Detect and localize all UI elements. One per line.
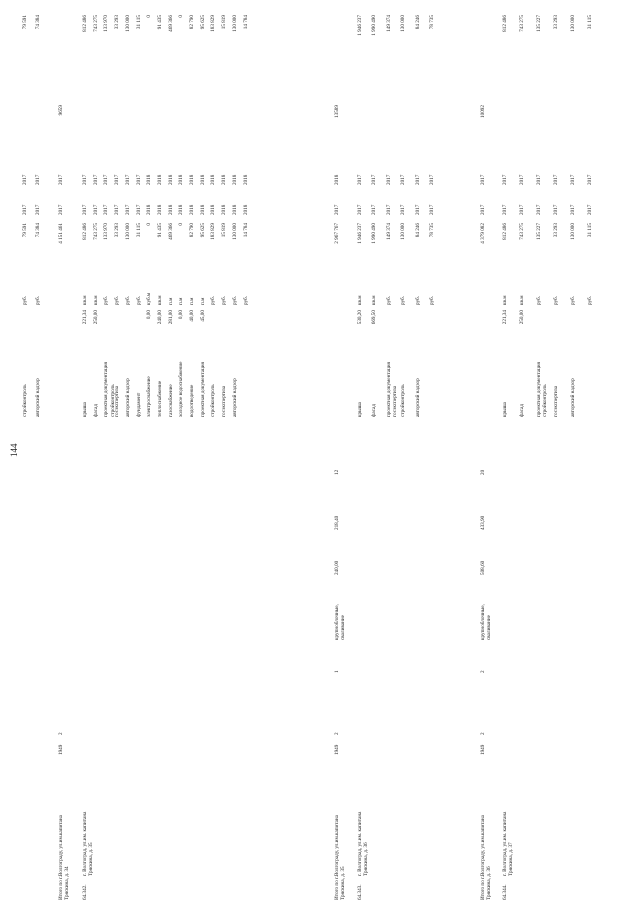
living-area: 218,40 xyxy=(334,515,340,530)
start-year: 2018 xyxy=(210,204,217,215)
start-year: 2017 xyxy=(58,204,64,215)
quantity: 250,00 xyxy=(519,310,525,325)
unit: руб. xyxy=(553,296,559,305)
work-type: авторский надзор xyxy=(231,378,238,417)
unit: куб.м xyxy=(146,292,153,305)
result-value: 812 486 xyxy=(82,15,88,32)
unit: руб. xyxy=(570,296,576,305)
end-year: 2017 xyxy=(502,174,508,185)
entrances: 2 xyxy=(480,670,486,673)
living-area: 433,90 xyxy=(480,515,486,530)
result-value: 130 000 xyxy=(124,15,131,32)
start-year: 2017 xyxy=(400,204,407,215)
start-year: 2017 xyxy=(371,204,378,215)
end-year: 2018 xyxy=(210,174,217,185)
quantity: 530,20 xyxy=(357,310,363,325)
wall-material: крупноблочные, сваливание xyxy=(480,604,493,640)
entry-address: г. Волгоград, ул.им. капитана Тряскина, д. 36 xyxy=(357,811,370,876)
end-year: 2017 xyxy=(414,174,421,185)
end-year: 2017 xyxy=(22,174,28,185)
result-value: 183 829 xyxy=(210,15,217,32)
end-year: 2017 xyxy=(536,174,542,185)
cost-value: 79 591 xyxy=(22,223,28,238)
cost-value: 31 115 xyxy=(587,223,593,238)
entry-number: 64.344. xyxy=(502,884,508,900)
cost-value: 33 293 xyxy=(114,223,121,238)
start-year: 2017 xyxy=(553,204,559,215)
start-year: 2017 xyxy=(357,204,363,215)
residents: 20 xyxy=(480,469,486,475)
start-year: 2018 xyxy=(167,204,174,215)
work-type: стройконтроль xyxy=(22,384,28,417)
work-type: стройконтроль xyxy=(210,384,217,417)
residents: 12 xyxy=(334,469,340,475)
work-type: стройконтроль xyxy=(400,384,407,417)
start-year: 2018 xyxy=(199,204,206,215)
entry-address: г. Волгоград, ул.им. капитана Тряскина, д. 37 xyxy=(502,811,515,876)
work-type: проектная документация стройконтроль xyxy=(536,362,549,417)
start-year: 2017 xyxy=(135,204,142,215)
cost-value: 91 435 xyxy=(156,223,163,238)
start-year: 2017 xyxy=(385,204,392,215)
quantity: 45,00 xyxy=(199,310,206,322)
unit: кв.м xyxy=(371,295,378,305)
start-year: 2017 xyxy=(114,204,121,215)
result-value: 743 275 xyxy=(92,15,99,32)
start-year: 2018 xyxy=(242,204,249,215)
end-year: 2018 xyxy=(334,174,340,185)
unit: кв.м xyxy=(519,295,525,305)
unit: руб. xyxy=(35,296,41,305)
start-year: 2017 xyxy=(570,204,576,215)
result-value: 79 591 xyxy=(22,15,28,30)
work-type: госэкспертиза xyxy=(114,385,121,417)
result-value: 135 227 xyxy=(536,15,542,32)
cost-value: 33 293 xyxy=(553,223,559,238)
entry-address: г. Волгоград, ул.им. капитана Тряскина, д. 35 xyxy=(82,811,95,876)
end-year: 2018 xyxy=(156,174,163,185)
unit: руб. xyxy=(114,296,121,305)
unit: руб. xyxy=(385,296,392,305)
work-type: фундамент xyxy=(135,392,142,417)
start-year: 2017 xyxy=(82,204,88,215)
cost-value: 130 000 xyxy=(231,223,238,240)
end-year: 2017 xyxy=(519,174,525,185)
start-year: 2017 xyxy=(334,204,340,215)
result-value: 15 819 xyxy=(221,15,228,30)
result-value: 133 970 xyxy=(103,15,110,32)
result-value: 82 790 xyxy=(189,15,195,30)
end-year: 2017 xyxy=(480,174,486,185)
end-year: 2017 xyxy=(553,174,559,185)
start-year: 2017 xyxy=(480,204,486,215)
work-type: фасад xyxy=(371,404,378,417)
end-year: 2018 xyxy=(189,174,195,185)
unit: п.м xyxy=(167,297,174,305)
work-type: проектная документация стройконтроль xyxy=(103,362,116,417)
unit: кв.м xyxy=(502,295,508,305)
result-value: 469 366 xyxy=(167,15,174,32)
work-type: электроснабжение xyxy=(146,376,153,417)
work-type: авторский надзор xyxy=(35,378,41,417)
end-year: 2018 xyxy=(221,174,228,185)
quantity: 250,00 xyxy=(92,310,99,325)
cost-value: 743 275 xyxy=(519,223,525,240)
build-year: 1949 xyxy=(480,744,486,755)
cost-value: 74 384 xyxy=(35,223,41,238)
cost-value: 130 000 xyxy=(570,223,576,240)
end-year: 2018 xyxy=(167,174,174,185)
quantity: 240,00 xyxy=(156,310,163,325)
unit: руб. xyxy=(103,296,110,305)
entrances: 1 xyxy=(334,670,340,673)
quantity: 221,34 xyxy=(502,310,508,325)
unit: руб. xyxy=(414,296,421,305)
start-year: 2017 xyxy=(502,204,508,215)
result-value: 31 115 xyxy=(587,15,593,30)
start-year: 2017 xyxy=(429,204,435,215)
end-year: 2017 xyxy=(82,174,88,185)
cost-value: 149 374 xyxy=(385,223,392,240)
result-value: 130 000 xyxy=(231,15,238,32)
floors: 2 xyxy=(334,732,340,735)
unit: кв.м xyxy=(92,295,99,305)
result-value: 91 435 xyxy=(156,15,163,30)
start-year: 2018 xyxy=(189,204,195,215)
quantity: 0,00 xyxy=(178,310,185,320)
result-value: 149 374 xyxy=(385,15,392,32)
end-year: 2018 xyxy=(199,174,206,185)
start-year: 2017 xyxy=(587,204,593,215)
result-value: 1 990 490 xyxy=(371,15,378,36)
work-type: авторский надзор xyxy=(414,378,421,417)
page-number: 144 xyxy=(9,443,19,457)
total-area: 508,60 xyxy=(480,560,486,575)
cost-per-sqm: 10092 xyxy=(480,105,486,118)
start-year: 2017 xyxy=(414,204,421,215)
cost-value: 469 366 xyxy=(167,223,174,240)
end-year: 2017 xyxy=(35,174,41,185)
work-type: теплоснабжение xyxy=(156,380,163,417)
end-year: 2017 xyxy=(124,174,131,185)
cost-value: 130 000 xyxy=(400,223,407,240)
quantity: 0,00 xyxy=(146,310,153,320)
end-year: 2017 xyxy=(429,174,435,185)
start-year: 2017 xyxy=(124,204,131,215)
start-year: 2017 xyxy=(519,204,525,215)
end-year: 2017 xyxy=(357,174,363,185)
end-year: 2017 xyxy=(135,174,142,185)
work-type: крыша xyxy=(502,402,508,417)
start-year: 2017 xyxy=(22,204,28,215)
unit: руб. xyxy=(242,296,249,305)
end-year: 2018 xyxy=(146,174,153,185)
unit: руб. xyxy=(22,296,28,305)
unit: кв.м xyxy=(82,295,88,305)
work-type: крыша xyxy=(357,402,363,417)
work-type: авторский надзор xyxy=(124,378,131,417)
start-year: 2017 xyxy=(92,204,99,215)
cost-value: 82 790 xyxy=(189,223,195,238)
cost-value: 812 486 xyxy=(82,223,88,240)
end-year: 2018 xyxy=(242,174,249,185)
result-value: 78 735 xyxy=(429,15,435,30)
result-value: 14 784 xyxy=(242,15,249,30)
start-year: 2018 xyxy=(146,204,153,215)
start-year: 2018 xyxy=(178,204,185,215)
build-year: 1949 xyxy=(334,744,340,755)
start-year: 2017 xyxy=(35,204,41,215)
end-year: 2017 xyxy=(371,174,378,185)
unit: п.м xyxy=(199,297,206,305)
end-year: 2017 xyxy=(400,174,407,185)
result-value: 0 xyxy=(178,15,185,18)
unit: кв.м xyxy=(156,295,163,305)
cost-value: 743 275 xyxy=(92,223,99,240)
work-type: проектная документация госэкспертиза xyxy=(385,362,399,417)
unit: руб. xyxy=(221,296,228,305)
cost-value: 183 829 xyxy=(210,223,217,240)
unit: руб. xyxy=(210,296,217,305)
start-year: 2018 xyxy=(156,204,163,215)
quantity: 669,50 xyxy=(371,310,378,325)
result-value: 33 293 xyxy=(553,15,559,30)
result-value: 1 946 237 xyxy=(357,15,363,36)
start-year: 2018 xyxy=(221,204,228,215)
total-cost: 4 151 461 xyxy=(58,223,64,244)
floors: 2 xyxy=(480,732,486,735)
cost-per-sqm: 9659 xyxy=(58,105,64,116)
result-value: 31 115 xyxy=(135,15,142,30)
unit: руб. xyxy=(536,296,542,305)
cost-value: 0 xyxy=(146,223,153,226)
work-type: госэкспертиза xyxy=(221,385,228,417)
quantity: 281,00 xyxy=(167,310,174,325)
end-year: 2017 xyxy=(92,174,99,185)
result-value: 74 384 xyxy=(35,15,41,30)
unit: п.м xyxy=(189,297,195,305)
unit: кв.м xyxy=(357,295,363,305)
entry-number: 64.343. xyxy=(357,884,363,900)
unit: п.м xyxy=(178,297,185,305)
end-year: 2018 xyxy=(231,174,238,185)
cost-value: 95 625 xyxy=(199,223,206,238)
total-area: 240,00 xyxy=(334,560,340,575)
work-type: авторский надзор xyxy=(570,378,576,417)
end-year: 2017 xyxy=(58,174,64,185)
end-year: 2017 xyxy=(114,174,121,185)
work-type: фасад xyxy=(92,404,99,417)
result-value: 0 xyxy=(146,15,153,18)
end-year: 2017 xyxy=(385,174,392,185)
build-year: 1949 xyxy=(58,744,64,755)
end-year: 2017 xyxy=(103,174,110,185)
cost-value: 14 784 xyxy=(242,223,249,238)
cost-value: 78 735 xyxy=(429,223,435,238)
unit: руб. xyxy=(400,296,407,305)
work-type: холодное водоснабжение xyxy=(178,361,185,417)
summary-label: Итого по г.Волгограду, ул.им.капитана Тряскина, д. 34 xyxy=(58,815,71,900)
start-year: 2018 xyxy=(231,204,238,215)
cost-per-sqm: 13589 xyxy=(334,105,340,118)
quantity: 40,00 xyxy=(189,310,195,322)
unit: руб. xyxy=(124,296,131,305)
summary-label: Итого по г.Волгограду, ул.им.капитана Тряскина, д. 36 xyxy=(480,815,493,900)
wall-material: крупноблочные, сваливание xyxy=(334,604,347,640)
work-type: госэкспертиза xyxy=(553,385,559,417)
unit: руб. xyxy=(231,296,238,305)
end-year: 2018 xyxy=(178,174,185,185)
result-value: 130 000 xyxy=(570,15,576,32)
end-year: 2017 xyxy=(570,174,576,185)
unit: руб. xyxy=(587,296,593,305)
cost-value: 31 115 xyxy=(135,223,142,238)
result-value: 84 246 xyxy=(414,15,421,30)
total-cost: 2 967 767 xyxy=(334,223,340,244)
total-cost: 4 379 082 xyxy=(480,223,486,244)
start-year: 2017 xyxy=(103,204,110,215)
unit: руб. xyxy=(429,296,435,305)
cost-value: 133 970 xyxy=(103,223,110,240)
end-year: 2017 xyxy=(587,174,593,185)
entry-number: 64.342. xyxy=(82,884,88,900)
quantity: 221,34 xyxy=(82,310,88,325)
work-type: водоотведение xyxy=(189,384,195,417)
work-type: фасад xyxy=(519,404,525,417)
cost-value: 812 486 xyxy=(502,223,508,240)
cost-value: 1 946 237 xyxy=(357,223,363,244)
cost-value: 1 990 490 xyxy=(371,223,378,244)
floors: 2 xyxy=(58,732,64,735)
cost-value: 135 227 xyxy=(536,223,542,240)
cost-value: 84 246 xyxy=(414,223,421,238)
result-value: 743 275 xyxy=(519,15,525,32)
work-type: газоснабжение xyxy=(167,384,174,417)
result-value: 130 000 xyxy=(400,15,407,32)
work-type: проектная документация xyxy=(199,362,206,417)
cost-value: 130 000 xyxy=(124,223,131,240)
work-type: крыша xyxy=(82,402,88,417)
cost-value: 0 xyxy=(178,223,185,226)
result-value: 812 486 xyxy=(502,15,508,32)
cost-value: 15 819 xyxy=(221,223,228,238)
summary-label: Итого по г.Волгограду, ул.им.капитана Тряскина, д. 35 xyxy=(334,815,347,900)
result-value: 33 293 xyxy=(114,15,121,30)
result-value: 95 625 xyxy=(199,15,206,30)
start-year: 2017 xyxy=(536,204,542,215)
unit: руб. xyxy=(135,296,142,305)
